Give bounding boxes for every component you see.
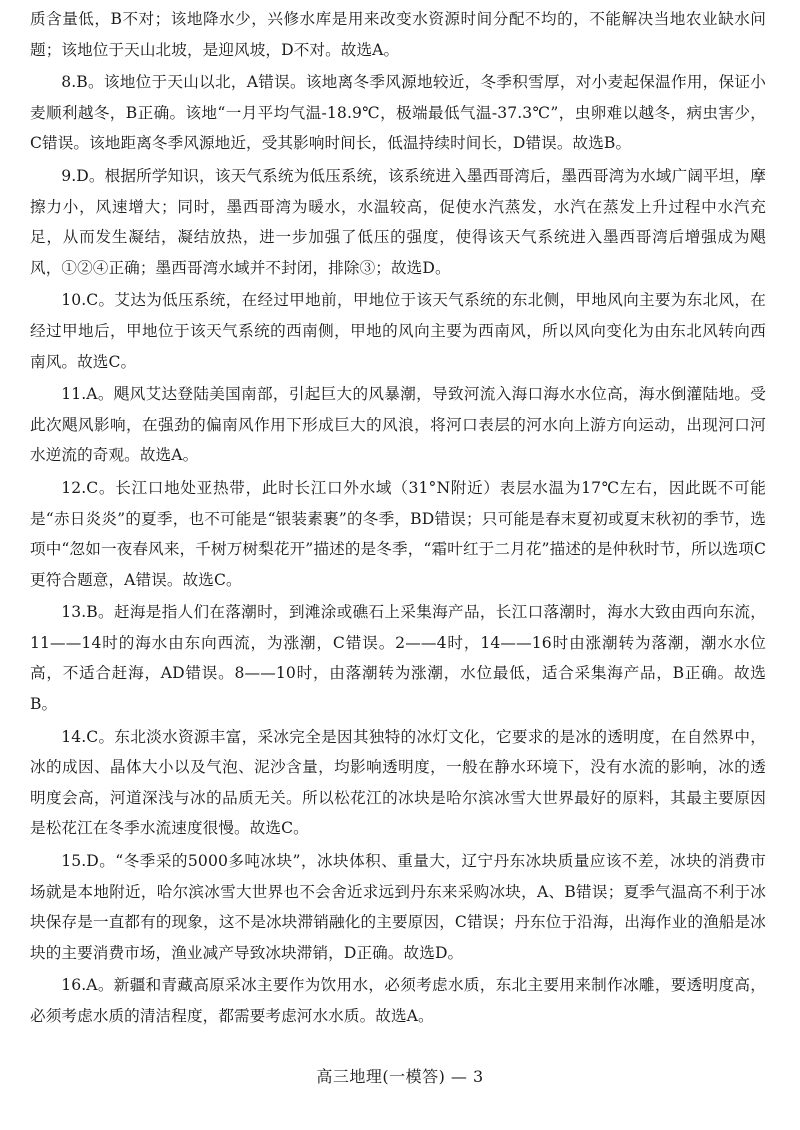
answer-paragraph-13: 13.B。赶海是指人们在落潮时，到滩涂或礁石上采集海产品，长江口落潮时，海水大致由西向东流，11——14时的海水由东向西流，为涨潮，C错误。2——4时，14——16时由涨潮转为落潮，潮水水位高，不适合赶海，AD错误。8——10时，由落潮转为涨潮，水位最低，适合采集海产品，B正确。故选B。 bbox=[30, 603, 766, 714]
answer-paragraph-10: 10.C。艾达为低压系统，在经过甲地前，甲地位于该天气系统的东北侧，甲地风向主要为东北风，在经过甲地后，甲地位于该天气系统的西南侧，甲地的风向主要为西南风，所以风向变化为由东北风转向西南风。故选C。 bbox=[30, 291, 766, 371]
answer-paragraph-11: 11.A。飓风艾达登陆美国南部，引起巨大的风暴潮，导致河流入海口海水水位高，海水倒灌陆地。受此次飓风影响，在强劲的偏南风作用下形成巨大的风浪，将河口表层的河水向上游方向运动，出现河口河水逆流的奇观。故选A。 bbox=[30, 385, 766, 465]
page-footer: 高三地理(一模答) — 3 bbox=[316, 1067, 484, 1086]
answer-paragraph-14: 14.C。东北淡水资源丰富，采冰完全是因其独特的冰灯文化，它要求的是冰的透明度，在自然界中，冰的成因、晶体大小以及气泡、泥沙含量，均影响透明度，一般在静水环境下，没有水流的影响，冰的透明度会高，河道深浅与冰的品质无关。所以松花江的冰块是哈尔滨冰雪大世界最好的原料，其最主要原因是松花江在冬季水流速度很慢。故选C。 bbox=[30, 727, 766, 838]
answer-paragraph-8: 8.B。该地位于天山以北，A错误。该地离冬季风源地较近，冬季积雪厚，对小麦起保温作用，保证小麦顺利越冬，B正确。该地“一月平均气温-18.9℃，极端最低气温-37.3℃”，虫卵难以越冬，病虫害少，C错误。该地距离冬季风源地近，受其影响时间长，低温持续时间长，D错误。故选B。 bbox=[30, 73, 766, 153]
answer-paragraph-12: 12.C。长江口地处亚热带，此时长江口外水域（31°N附近）表层水温为17℃左右，因此既不可能是“赤日炎炎”的夏季，也不可能是“银装素裹”的冬季，BD错误；只可能是春末夏初或夏末秋初的季节，选项中“忽如一夜春风来，千树万树梨花开”描述的是冬季，“霜叶红于二月花”描述的是仲秋时节，所以选项C更符合题意，A错误。故选C。 bbox=[30, 478, 766, 589]
answer-paragraph-16: 16.A。新疆和青藏高原采冰主要作为饮用水，必须考虑水质，东北主要用来制作冰雕，要透明度高，必须考虑水质的清洁程度，都需要考虑河水水质。故选A。 bbox=[30, 976, 766, 1025]
answer-paragraph-9: 9.D。根据所学知识，该天气系统为低压系统，该系统进入墨西哥湾后，墨西哥湾为水域广阔平坦，摩擦力小，风速增大；同时，墨西哥湾为暖水，水温较高，促使水汽蒸发，水汽在蒸发上升过程中水汽充足，从而发生凝结，凝结放热，进一步加强了低压的强度，使得该天气系统进入墨西哥湾后增强成为飓风，①②④正确；墨西哥湾水域并不封闭，排除③；故选D。 bbox=[30, 166, 766, 277]
answer-paragraph-continuation: 质含量低，B不对；该地降水少，兴修水库是用来改变水资源时间分配不均的，不能解决当地农业缺水问题；该地位于天山北坡，是迎风坡，D不对。故选A。 bbox=[30, 10, 766, 59]
answer-paragraph-15: 15.D。“冬季采的5000多吨冰块”，冰块体积、重量大，辽宁丹东冰块质量应该不差，冰块的消费市场就是本地附近，哈尔滨冰雪大世界也不会舍近求远到丹东来采购冰块，A、B错误；夏季气温高不利于冰块保存是一直都有的现象，这不是冰块滞销融化的主要原因，C错误；丹东位于沿海，出海作业的渔船是冰块的主要消费市场，渔业减产导致冰块滞销，D正确。故选D。 bbox=[30, 852, 766, 962]
